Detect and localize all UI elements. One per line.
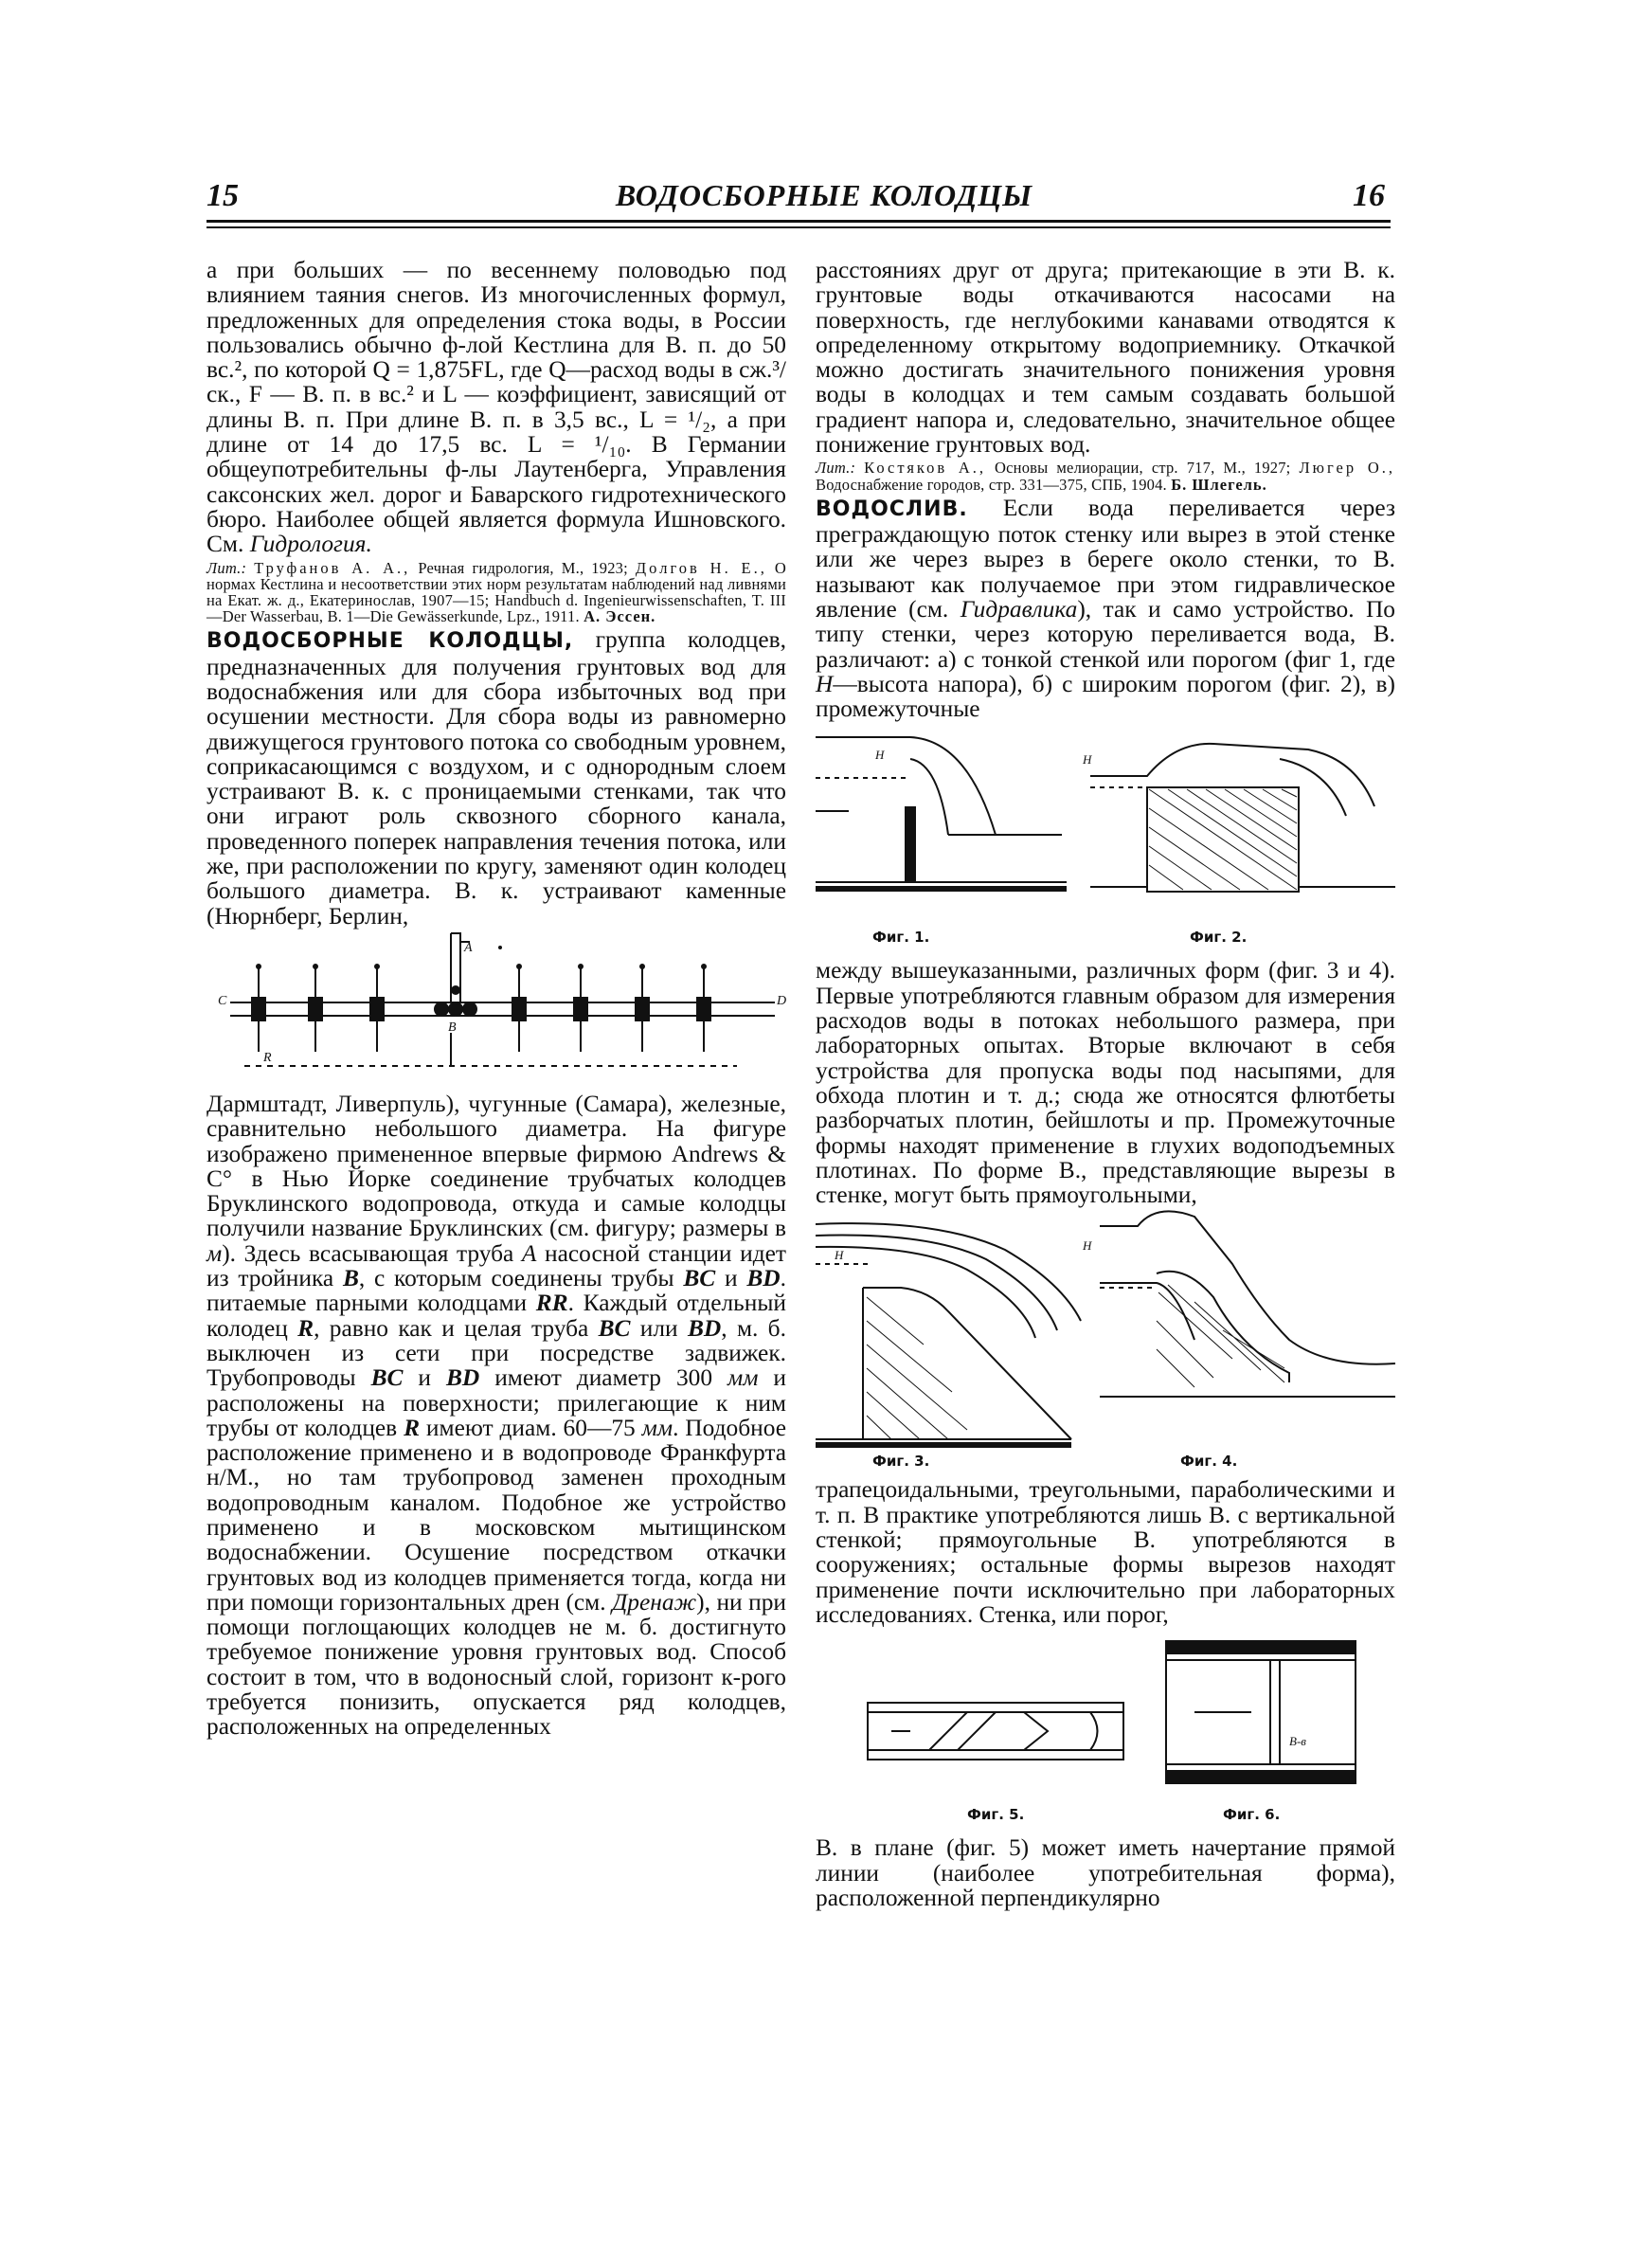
caption-fig4: Фиг. 4. <box>1180 1453 1238 1471</box>
paragraph: трапецоидальными, треугольными, параболическими и т. п. В практике употребляются лишь В. с вертикальной стенкой; прямоугольные В. употребляются в сооружениях; остальные формы вырезов находят применение почти исключительно при лабораторных исследованиях. Стенка, или порог, <box>816 1476 1395 1628</box>
paragraph: Дармштадт, Ливерпуль), чугунные (Самара), железные, сравнительно небольшого диаметра. На фигуре изображено примененное впервые фирмою Andrews & C° в Нью Йорке соединение трубчатых колодцев Бруклинского водопровода, откуда и самые колодцы получили название Бруклинских (см. фигуру; размеры в м). Здесь всасывающая труба A насосной станции идет из тройника B, с которым соединены трубы BC и BD. питаемые парными колодцами RR. Каждый отдельный колодец R, равно как и целая труба BC или BD, м. б. выключен из сети при посредстве задвижек. Трубопроводы BC и BD имеют диаметр 300 мм и расположены на поверхности; прилегающие к ним трубы от колодцев R имеют диам. 60—75 мм. Подобное расположение применено и в водопроводе Франкфурта н/М., но там трубопровод заменен проходным водопроводным каналом. Подобное же устройство применено и в московском мытищинском водоснабжении. Осушение посредством откачки грунтовых вод из колодцев применяется тогда, когда ни при помощи горизонтальных дрен (см. Дренаж), ни при помощи поглощающих колодцев не м. б. достигнуто требуемое понижение уровня грунтовых вод. Способ состоит в том, что в водоносный слой, горизонт к-рого требуется понизить, опускается ряд колодцев, расположенных на определенных <box>206 1090 787 1741</box>
label-H: H <box>1083 1238 1092 1254</box>
label-C: C <box>218 993 227 1008</box>
right-page-number: 16 <box>1353 178 1385 213</box>
article-title: ВОДОСБОРНЫЕ КОЛОДЦЫ, <box>206 629 574 654</box>
label-B: B <box>448 1020 457 1035</box>
label-section: B-в <box>1289 1734 1306 1749</box>
label-H: H <box>1083 752 1092 767</box>
label-H: H <box>835 1248 844 1263</box>
caption-fig1: Фиг. 1. <box>872 929 930 947</box>
article-vodosliv: ВОДОСЛИВ. Если вода переливается через преграждающую поток стенку или вырез в этой стенке или же через вырез в берегe около стенки, то В. называют как получаемое при этом гидравлическое явление (см. Гидравлика), так и само устройство. По типу стенки, через которую переливается вода, В. различают: а) с тонкой стенкой или порогом (фиг 1, где H—высота напора), б) с широким порогом (фиг. 2), в) промежуточные <box>816 494 1395 723</box>
weir-figures-5-6 <box>816 1627 1395 1835</box>
left-page-number: 15 <box>206 178 239 213</box>
label-D: D <box>777 993 786 1008</box>
brooklyn-wells-diagram <box>206 929 786 1092</box>
weir-figures-1-2 <box>816 721 1395 958</box>
caption-fig6: Фиг. 6. <box>1223 1806 1281 1824</box>
header-rule <box>206 220 1391 223</box>
label-R: R <box>263 1050 272 1065</box>
article-vodosbornye: ВОДОСБОРНЫЕ КОЛОДЦЫ, группа колодцев, предназначенных для получения грунтовых вод для водоснабжения или для сбора избыточных вод при осушении местности. Для сбора воды из равномерно движущегося грунтового потока со свободным уровнем, соприкасающимся с воздухом, и с однородным слоем устраивают В. к. с проницаемыми стенками, так что они играют роль сквозного сборного канала, проведенного поперек направления течения потока, или же, при расположении по кругу, заменяют один колодец большого диаметра. В. к. устраивают каменные (Нюрнберг, Берлин, <box>206 626 786 930</box>
caption-fig5: Фиг. 5. <box>967 1806 1025 1824</box>
running-title: ВОДОСБОРНЫЕ КОЛОДЦЫ <box>615 178 1033 212</box>
paragraph: расстояниях друг от друга; притекающие в эти В. к. грунтовые воды откачиваются насосами на поверхность, где неглубокими канавами отводятся к определенному открытому водоприемнику. Откачкой можно достигать значительного понижения уровня воды в колодцах и тем самым создавать большой градиент напора и, следовательно, значительное общее понижение грунтовых вод. <box>816 257 1395 459</box>
figures-5-6 <box>816 1627 1395 1835</box>
label-A: A <box>464 940 473 955</box>
figures-1-2 <box>816 721 1395 958</box>
paragraph: а при больших — по весеннему половодью под влиянием таяния снегов. Из многочисленных формул, предложенных для определения стока воды, в России пользовались обычно ф-лой Кестлина для В. п. до 50 вс.², по которой Q = 1,875FL, где Q—расход воды в сж.³/ск., F — В. п. в вс.² и L — коэффициент, зависящий от длины В. п. При длине В. п. в 3,5 вс., L = ¹/₂, а при длине от 14 до 17,5 вс. L = ¹/₁₀. В Германии общеупотребительны ф-лы Лаутенберга, Управления саксонских жел. дорог и Баварского гидротехнического бюро. Наиболее общей является формула Ишновского. См. Гидрология. <box>206 257 786 558</box>
literature: Лит.: Костяков А., Основы мелиорации, стр. 717, М., 1927; Люгер О., Водоснабжение городов, стр. 331—375, СПБ, 1904. Б. Шлегель. <box>816 459 1396 494</box>
paragraph: В. в плане (фиг. 5) может иметь начертание прямой линии (наиболее употребительная форма), расположенной перпендикулярно <box>816 1834 1395 1911</box>
article-title: ВОДОСЛИВ. <box>816 497 968 521</box>
figures-3-4 <box>816 1207 1395 1477</box>
paragraph: между вышеуказанными, различных форм (фиг. 3 и 4). Первые употребляются главным образом для измерения расходов воды в потоках небольшого размера, при лабораторных опытах. Вторые включают в себя устройства для пропуска воды под насыпями, для обхода плотин и т. д.; сюда же относятся флютбеты разборчатых плотин, бейшлоты и пр. Промежуточные формы находят применение в глухих водоподъемных плотинах. По форме В., представляющие вырезы в стенке, могут быть прямоугольными, <box>816 957 1395 1209</box>
header-rule-thin <box>206 226 1391 228</box>
left-column <box>206 258 786 1740</box>
literature: Лит.: Труфанов А. А., Речная гидрология, М., 1923; Долгов Н. Е., О нормах Кестлина и несоответствии этих норм результатам наблюдений над ливнями на Екат. ж. д., Екатеринослав, 1907—15; Handbuch d. Ingenieurwissenschaften, T. III—Der Wasserbau, B. 1—Die Gewässerkunde, Lpz., 1911. А. Эссен. <box>206 558 787 626</box>
label-H: H <box>875 748 885 763</box>
caption-fig2: Фиг. 2. <box>1190 929 1248 947</box>
weir-figures-3-4 <box>816 1207 1395 1477</box>
caption-fig3: Фиг. 3. <box>872 1453 930 1471</box>
right-column <box>816 258 1395 1910</box>
well-figure <box>206 929 786 1092</box>
